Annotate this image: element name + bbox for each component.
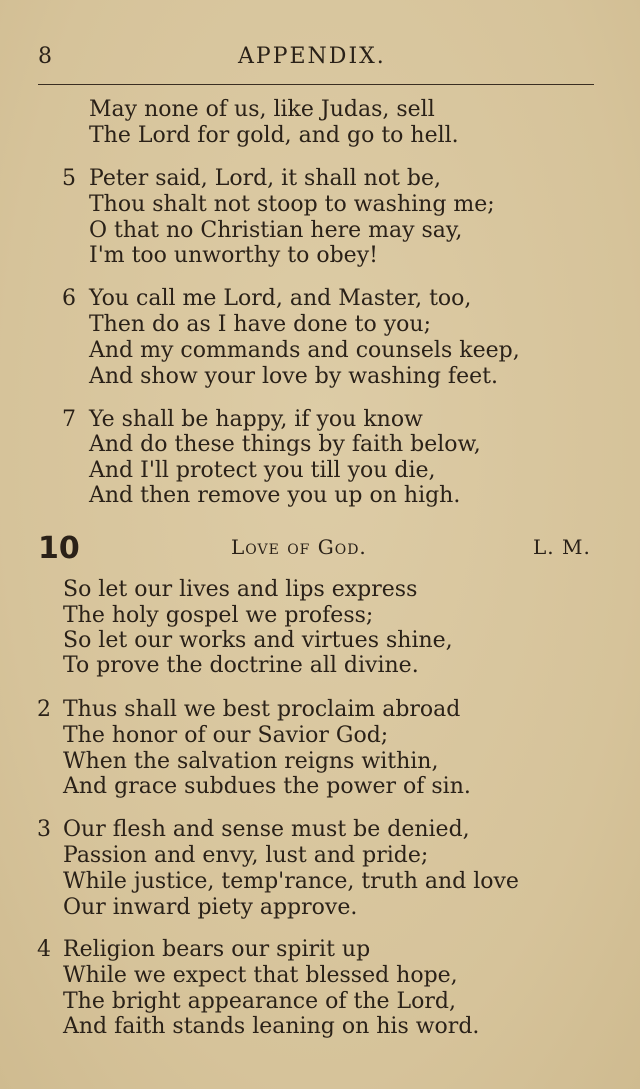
verse-line: Ye shall be happy, if you know	[89, 407, 423, 432]
hymn-title: Love of God.	[231, 535, 367, 559]
running-head: APPENDIX.	[238, 44, 386, 69]
verse-number: 7	[62, 407, 76, 432]
hymn-meter: L. M.	[533, 535, 591, 559]
header-rule	[38, 84, 594, 85]
verse-line: And I'll protect you till you die,	[89, 458, 436, 483]
verse-number: 5	[62, 166, 76, 191]
verse-number: 4	[37, 937, 51, 962]
verse-line: Our inward piety approve.	[63, 895, 358, 920]
verse-line: So let our works and virtues shine,	[63, 628, 453, 653]
verse-line: While we expect that blessed hope,	[63, 963, 458, 988]
verse-line: May none of us, like Judas, sell	[89, 97, 435, 122]
verse-line: Thou shalt not stoop to washing me;	[89, 192, 495, 217]
verse-line: So let our lives and lips express	[63, 577, 418, 602]
verse-line: Religion bears our spirit up	[63, 937, 371, 962]
verse-line: The Lord for gold, and go to hell.	[89, 123, 459, 148]
verse-line: Peter said, Lord, it shall not be,	[89, 166, 442, 191]
verse-line: O that no Christian here may say,	[89, 218, 463, 243]
page-header	[38, 44, 594, 74]
verse-number: 2	[37, 697, 51, 722]
hymn-number: 10	[38, 531, 80, 566]
verse-line: And grace subdues the power of sin.	[63, 774, 471, 799]
verse-line: I'm too unworthy to obey!	[89, 243, 378, 268]
verse-line: Passion and envy, lust and pride;	[63, 843, 429, 868]
verse-line: And do these things by faith below,	[89, 432, 481, 457]
verse-line: And faith stands leaning on his word.	[63, 1014, 480, 1039]
verse-line: You call me Lord, and Master, too,	[89, 286, 472, 311]
verse-number: 6	[62, 286, 76, 311]
verse-number: 3	[37, 817, 51, 842]
verse-line: The bright appearance of the Lord,	[63, 989, 456, 1014]
verse-line: The holy gospel we profess;	[63, 603, 374, 628]
verse-line: And then remove you up on high.	[89, 483, 461, 508]
verse-line: Then do as I have done to you;	[89, 312, 431, 337]
verse-line: When the salvation reigns within,	[63, 749, 439, 774]
verse-line: The honor of our Savior God;	[63, 723, 389, 748]
verse-line: To prove the doctrine all divine.	[63, 653, 419, 678]
verse-line: And my commands and counsels keep,	[89, 338, 520, 363]
verse-line: Our flesh and sense must be denied,	[63, 817, 470, 842]
verse-line: Thus shall we best proclaim abroad	[63, 697, 461, 722]
page-number: 8	[38, 44, 52, 69]
verse-line: While justice, temp'rance, truth and love	[63, 869, 519, 894]
verse-line: And show your love by washing feet.	[89, 364, 498, 389]
